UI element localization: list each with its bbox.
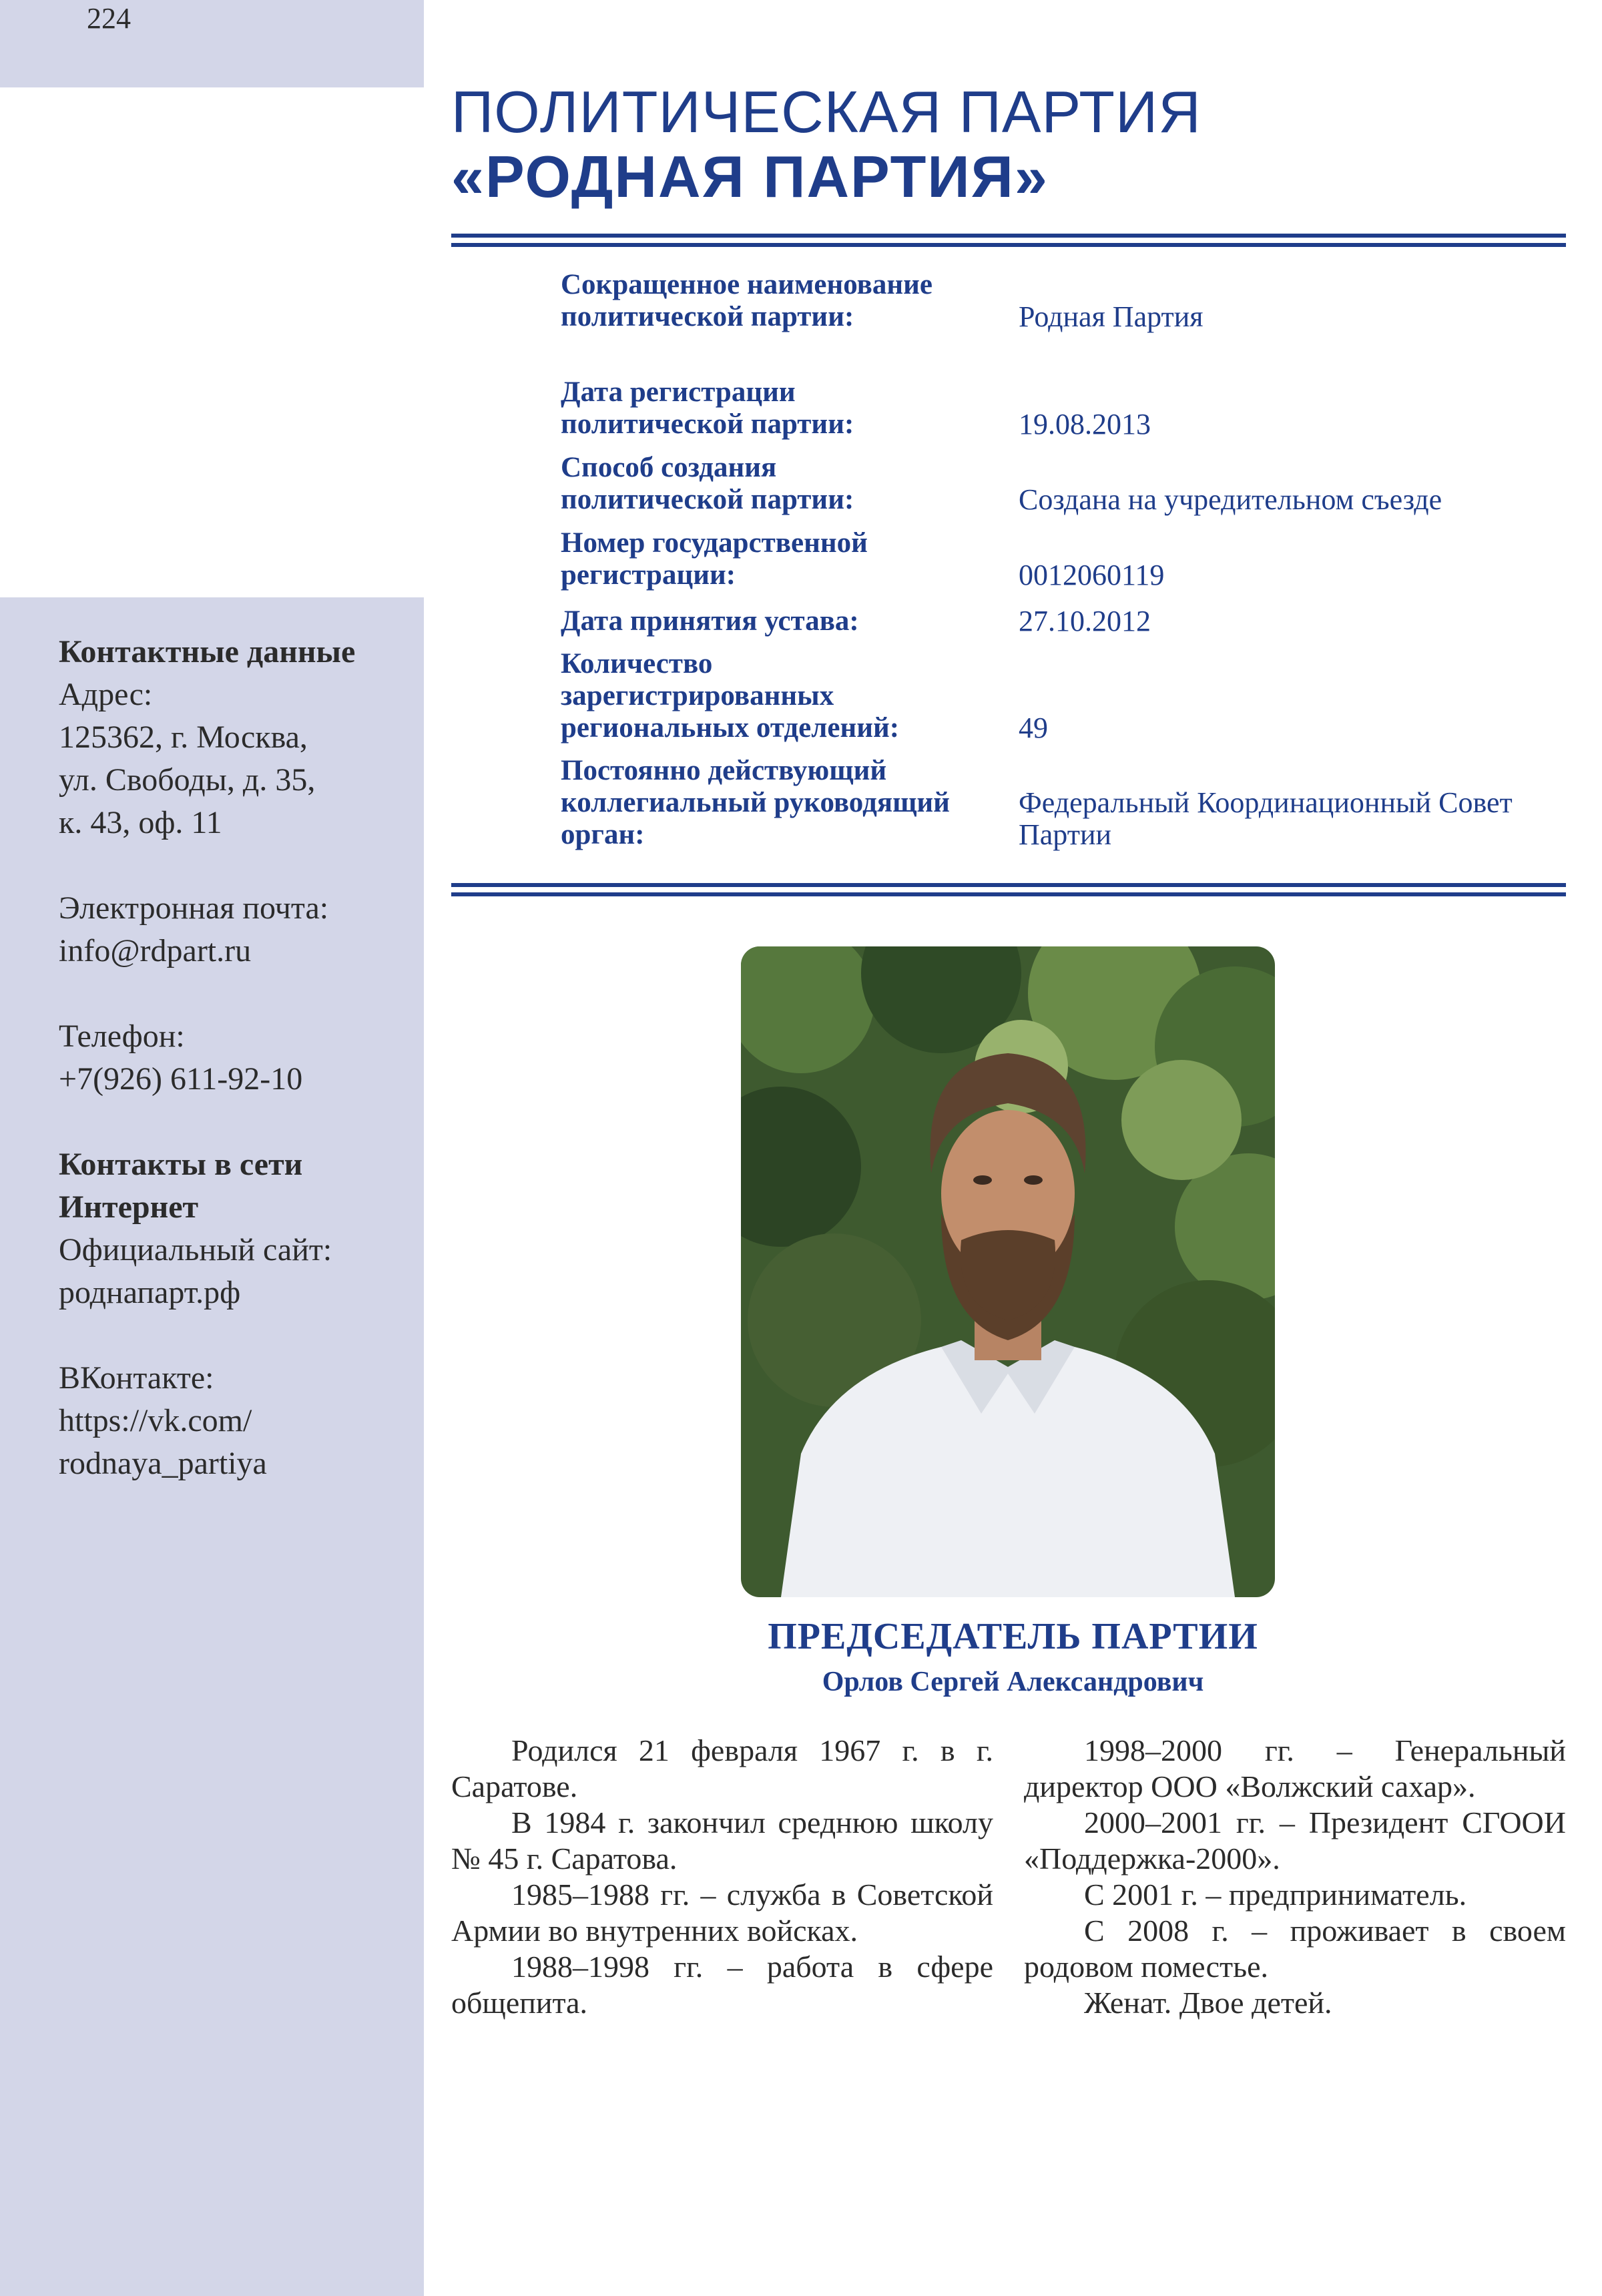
phone-value: +7(926) 611-92-10 bbox=[59, 1061, 303, 1097]
info-value: 27.10.2012 bbox=[1019, 605, 1151, 637]
bottom-divider-1 bbox=[451, 883, 1566, 887]
info-value: 19.08.2013 bbox=[1019, 408, 1151, 441]
page-number: 224 bbox=[87, 2, 131, 35]
info-value: 49 bbox=[1019, 711, 1048, 744]
bottom-divider-2 bbox=[451, 892, 1566, 896]
site-label: Официальный сайт: bbox=[59, 1232, 332, 1267]
bio-paragraph: 1988–1998 гг. – работа в сфере общепита. bbox=[451, 1950, 993, 2020]
info-label: Сокращенное наименование политической партии: bbox=[561, 269, 933, 332]
chairman-photo bbox=[741, 946, 1275, 1597]
top-divider-1 bbox=[451, 234, 1566, 238]
bio-paragraph: С 2008 г. – проживает в своем родовом поместье. bbox=[1024, 1914, 1566, 1984]
site-link[interactable]: роднапарт.рф bbox=[59, 1275, 241, 1310]
vk-link[interactable]: https://vk.com/ rodnaya_partiya bbox=[59, 1403, 267, 1481]
info-value: 0012060119 bbox=[1019, 559, 1165, 591]
sidebar-top-band bbox=[0, 0, 424, 87]
address-value: 125362, г. Москва, ул. Свободы, д. 35, к. 43, оф. 11 bbox=[59, 720, 316, 840]
info-label: Дата регистрации политической партии: bbox=[561, 376, 854, 440]
top-divider-2 bbox=[451, 243, 1566, 247]
address-label: Адрес: bbox=[59, 677, 153, 712]
page-title bbox=[451, 80, 1202, 210]
vk-label: ВКонтакте: bbox=[59, 1360, 214, 1396]
bio-paragraph: В 1984 г. закончил среднюю школу № 45 г. Саратова. bbox=[451, 1805, 993, 1876]
bio-paragraph: Родился 21 февраля 1967 г. в г. Саратове. bbox=[451, 1733, 993, 1803]
info-label: Постоянно действующий коллегиальный руководящий орган: bbox=[561, 755, 950, 850]
title-line-2: «РОДНАЯ ПАРТИЯ» bbox=[451, 143, 1049, 210]
chairman-name: Орлов Сергей Александрович bbox=[822, 1667, 1204, 1697]
info-label: Номер государственной регистрации: bbox=[561, 527, 868, 591]
bio-paragraph: 1998–2000 гг. – Генеральный директор ООО «Волжский сахар». bbox=[1024, 1733, 1566, 1803]
contacts-block bbox=[59, 631, 419, 1485]
info-value: Родная Партия bbox=[1019, 300, 1204, 333]
contacts-heading: Контактные данные bbox=[59, 634, 356, 669]
title-line-1: ПОЛИТИЧЕСКАЯ ПАРТИЯ bbox=[451, 79, 1202, 145]
info-label: Количество зарегистрированных региональных отделений: bbox=[561, 648, 900, 744]
info-label: Дата принятия устава: bbox=[561, 605, 859, 637]
biography-right-column bbox=[1024, 1733, 1566, 2021]
biography-left-column bbox=[451, 1733, 993, 2021]
bio-paragraph: Женат. Двое детей. bbox=[1084, 1986, 1332, 2020]
internet-heading: Контакты в сети Интернет bbox=[59, 1147, 303, 1225]
chairman-title: ПРЕДСЕДАТЕЛЬ ПАРТИИ bbox=[768, 1616, 1258, 1657]
email-label: Электронная почта: bbox=[59, 890, 329, 926]
bio-paragraph: С 2001 г. – предприниматель. bbox=[1084, 1878, 1467, 1912]
phone-label: Телефон: bbox=[59, 1019, 185, 1054]
bio-paragraph: 1985–1988 гг. – служба в Советской Армии во внутренних войсках. bbox=[451, 1878, 993, 1948]
info-label: Способ создания политической партии: bbox=[561, 452, 854, 515]
bio-paragraph: 2000–2001 гг. – Президент СГООИ «Поддержка-2000». bbox=[1024, 1805, 1566, 1876]
info-value: Создана на учредительном съезде bbox=[1019, 483, 1442, 516]
email-value[interactable]: info@rdpart.ru bbox=[59, 933, 252, 968]
info-value: Федеральный Координационный Совет Партии bbox=[1019, 786, 1513, 851]
